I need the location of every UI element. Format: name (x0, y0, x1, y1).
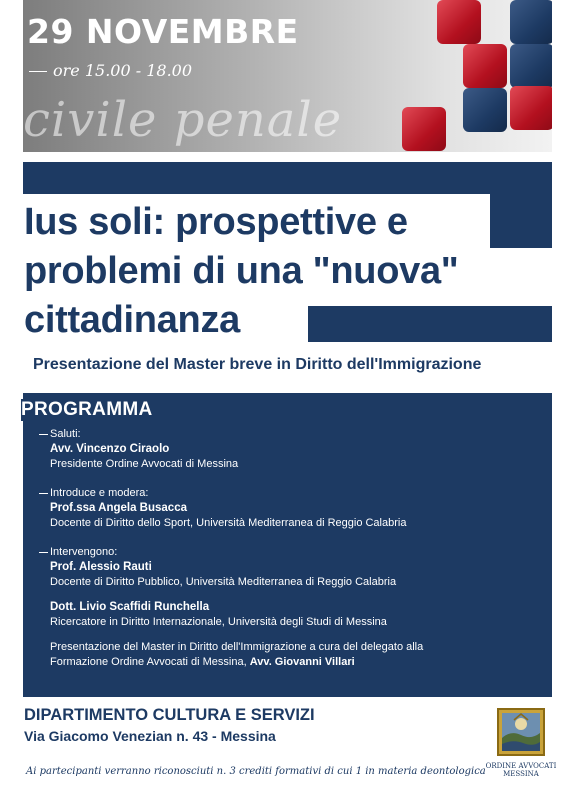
saluti-block (50, 427, 423, 472)
bullet-rule (39, 493, 48, 494)
bar-association-seal-icon (497, 708, 545, 756)
speaker-role: Ricercatore in Diritto Internazionale, Università degli Studi di Messina (50, 616, 387, 628)
subtitle: Presentazione del Master breve in Diritto dell'Immigrazione (33, 356, 482, 373)
title-band-right (490, 162, 552, 248)
speaker-role: Docente di Diritto Pubblico, Università Mediterranea di Reggio Calabria (50, 576, 397, 588)
decor-square-navy (510, 0, 552, 44)
header-banner (23, 0, 552, 152)
speaker-name: Prof. Alessio Rauti (50, 561, 152, 573)
decor-square-red (463, 44, 507, 88)
decor-square-navy (463, 88, 507, 132)
saluti-label: Saluti: (50, 428, 81, 440)
main-title: Ius soli: prospettive e problemi di una "nuova" cittadinanza (24, 201, 459, 341)
event-time (29, 61, 192, 80)
department-name: DIPARTIMENTO CULTURA E SERVIZI (24, 706, 315, 724)
intervengono-label: Intervengono: (50, 546, 118, 558)
decor-square-navy (510, 44, 552, 88)
presentazione-line1: Presentazione del Master in Diritto dell'Immigrazione a cura del delegato alla (50, 641, 424, 653)
saluti-name: Avv. Vincenzo Ciraolo (50, 443, 170, 455)
seal-caption-line2: MESSINA (503, 770, 539, 778)
decor-square-red (437, 0, 481, 44)
introduce-label: Introduce e modera: (50, 487, 149, 499)
event-time-text: ore 15.00 - 18.00 (53, 61, 193, 80)
presentazione-block (50, 640, 423, 670)
decor-square-red (510, 86, 552, 130)
bullet-rule (39, 434, 48, 435)
intervengono-block (50, 545, 423, 590)
presentazione-line2 (50, 655, 423, 670)
seal-caption-line1: ORDINE AVVOCATI (485, 762, 557, 770)
seal-caption (482, 762, 560, 778)
programma-panel (23, 393, 552, 697)
watermark-text: civile penale (23, 92, 343, 148)
bullet-rule (39, 552, 48, 553)
speaker-name: Dott. Livio Scaffidi Runchella (50, 601, 210, 613)
saluti-role: Presidente Ordine Avvocati di Messina (50, 458, 239, 470)
speaker-block (50, 600, 423, 630)
introduce-role: Docente di Diritto dello Sport, Università Mediterranea di Reggio Calabria (50, 517, 407, 529)
presentazione-prefix: Formazione Ordine Avvocati di Messina, (50, 656, 247, 668)
credits-note: Ai partecipanti verranno riconosciuti n. 3 crediti formativi di cui 1 in materia deontologica (26, 766, 486, 777)
event-date: 29 NOVEMBRE (27, 12, 299, 51)
presentazione-name: Avv. Giovanni Villari (249, 656, 355, 668)
decor-square-red (402, 107, 446, 151)
venue-address: Via Giacomo Venezian n. 43 - Messina (24, 728, 276, 744)
dash-line (29, 71, 47, 72)
programma-body (50, 427, 423, 684)
introduce-block (50, 486, 423, 531)
title-band-top (23, 162, 552, 194)
introduce-name: Prof.ssa Angela Busacca (50, 502, 187, 514)
programma-heading: PROGRAMMA (21, 399, 158, 421)
